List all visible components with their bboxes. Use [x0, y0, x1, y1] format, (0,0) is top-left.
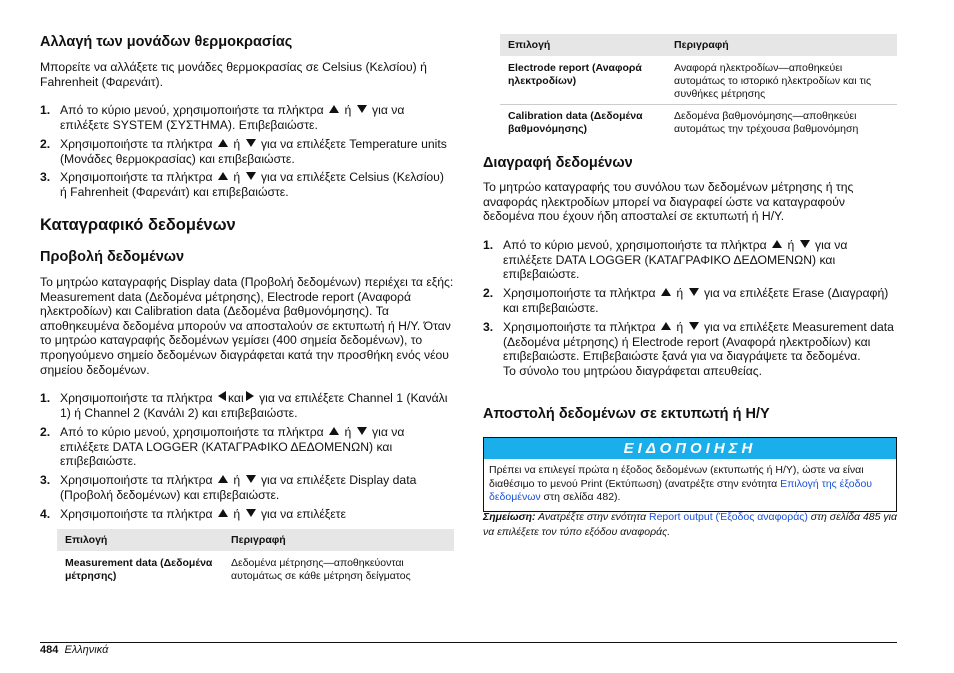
temp-step-2	[40, 137, 454, 166]
step-text: για να επιλέξετε Measurement data (Δεδομένα μέτρησης) ή Electrode report (Αναφορά ηλεκτροδίων) και επιβεβαιώστε. Επιβεβαιώστε ξανά για να διαγράψετε τα δεδομένα.	[503, 320, 894, 364]
send-data-heading: Αποστολή δεδομένων σε εκτυπωτή ή Η/Υ	[483, 406, 770, 422]
step-text: Χρησιμοποιήστε τα πλήκτρα	[60, 391, 213, 405]
up-arrow-icon	[661, 288, 671, 296]
note	[483, 510, 897, 539]
options-table-right	[500, 34, 897, 140]
step-sep: και	[227, 391, 244, 405]
step-sep: ή	[233, 473, 241, 487]
notice-box	[483, 437, 897, 512]
footer-language: Ελληνικά	[64, 644, 109, 656]
step-text: για να επιλέξετε Display data (Προβολή δεδομένων) και επιβεβαιώστε.	[60, 473, 417, 502]
column-header: Επιλογή	[57, 529, 223, 551]
view-step-4	[40, 507, 454, 522]
table-cell-description: Αναφορά ηλεκτροδίων—αποθηκεύει αυτομάτως το ιστορικό ηλεκτροδίων και τις συνθήκες μέτρησης	[674, 62, 872, 100]
table-row	[500, 105, 897, 140]
footer-rule	[40, 642, 897, 643]
step-text: Χρησιμοποιήστε τα πλήκτρα	[60, 507, 213, 521]
step-number: 1.	[40, 103, 51, 117]
step-number: 3.	[40, 170, 51, 184]
note-text: στη σελίδα 485 για να επιλέξετε τον τύπο εξόδου αναφοράς.	[483, 511, 897, 538]
step-sep: ή	[233, 507, 241, 521]
notice-link[interactable]: Επιλογή της έξοδου δεδομένων	[489, 477, 873, 503]
temp-step-1	[40, 103, 454, 132]
left-arrow-icon	[218, 391, 226, 401]
step-text: Από το κύριο μενού, χρησιμοποιήστε τα πλήκτρα	[60, 425, 324, 439]
step-text: για να επιλέξετε SYSTEM (ΣΥΣΤΗΜΑ). Επιβεβαιώστε.	[60, 103, 405, 132]
step-number: 1.	[483, 238, 494, 252]
down-arrow-icon	[357, 427, 367, 435]
step-text: για να επιλέξετε Channel 1 (Κανάλι 1) ή Channel 2 (Κανάλι 2) και επιβεβαιώστε.	[60, 391, 448, 420]
column-header: Περιγραφή	[223, 529, 454, 551]
notice-body	[484, 459, 896, 511]
view-data-heading: Προβολή δεδομένων	[40, 249, 185, 265]
delete-data-intro: Το μητρώο καταγραφής του συνόλου των δεδομένων μέτρησης ή της αναφοράς ηλεκτροδίων μπορεί να διαγραφεί ώστε να καταγραφούν δεδομένα που έχουν ήδη αποσταλεί σε εκτυπωτή ή Η/Υ.	[483, 180, 854, 224]
step-text: Χρησιμοποιήστε τα πλήκτρα	[60, 170, 213, 184]
options-table-left	[57, 529, 454, 587]
up-arrow-icon	[218, 172, 228, 180]
footer	[40, 643, 108, 657]
step-number: 2.	[483, 286, 494, 300]
right-arrow-icon	[246, 391, 254, 401]
step-sep: ή	[344, 103, 352, 117]
step-text: για να επιλέξετε Temperature units (Μονάδες θερμοκρασίας) και επιβεβαιώστε.	[60, 137, 447, 166]
down-arrow-icon	[689, 288, 699, 296]
step-number: 2.	[40, 137, 51, 151]
step-sep: ή	[344, 425, 352, 439]
step-text: για να επιλέξετε	[260, 507, 346, 521]
up-arrow-icon	[218, 139, 228, 147]
note-label: Σημείωση:	[483, 511, 536, 523]
step-text: Από το κύριο μενού, χρησιμοποιήστε τα πλήκτρα	[503, 238, 767, 252]
table-cell-description: Δεδομένα μέτρησης—αποθηκεύονται αυτομάτως σε κάθε μέτρηση δείγματος	[231, 557, 411, 582]
up-arrow-icon	[772, 240, 782, 248]
notice-text: Πρέπει να επιλεγεί πρώτα η έξοδος δεδομένων (εκτυπωτής ή Η/Υ), ώστε να είναι διαθέσιμο το μενού Print (Εκτύπωση) (ανατρέξτε στην ενότητα	[489, 464, 864, 490]
temp-step-3	[40, 170, 454, 199]
step-number: 4.	[40, 507, 51, 521]
delete-step-1	[483, 238, 897, 282]
step-number: 2.	[40, 425, 51, 439]
step-text: για να επιλέξετε DATA LOGGER (ΚΑΤΑΓΡΑΦΙΚΟ ΔΕΔΟΜΕΝΩΝ) και επιβεβαιώστε.	[503, 238, 848, 282]
temp-units-intro: Μπορείτε να αλλάξετε τις μονάδες θερμοκρασίας σε Celsius (Κελσίου) ή Fahrenheit (Φαρενάιτ).	[40, 60, 427, 89]
temp-units-heading: Αλλαγή των μονάδων θερμοκρασίας	[40, 34, 293, 50]
down-arrow-icon	[689, 322, 699, 330]
data-logger-heading: Καταγραφικό δεδομένων	[40, 216, 236, 234]
view-step-2	[40, 425, 454, 469]
down-arrow-icon	[246, 475, 256, 483]
down-arrow-icon	[357, 105, 367, 113]
table-cell-option: Measurement data (Δεδομένα μέτρησης)	[65, 557, 213, 582]
delete-step-2	[483, 286, 897, 315]
table-row	[500, 56, 897, 105]
step-sep: ή	[676, 286, 684, 300]
table-header-row	[500, 34, 897, 56]
step-number: 3.	[483, 320, 494, 334]
step-number: 1.	[40, 391, 51, 405]
table-cell-option: Calibration data (Δεδομένα βαθμονόμησης)	[500, 105, 666, 140]
step-text: Χρησιμοποιήστε τα πλήκτρα	[503, 320, 656, 334]
notice-title: ΕΙΔΟΠΟΙΗΣΗ	[484, 438, 896, 459]
step-result: Το σύνολο του μητρώου διαγράφεται απευθείας.	[503, 363, 763, 378]
step-text: Χρησιμοποιήστε τα πλήκτρα	[503, 286, 656, 300]
up-arrow-icon	[329, 427, 339, 435]
note-link[interactable]: Report output (Έξοδος αναφοράς)	[649, 511, 808, 523]
note-text: Ανατρέξτε στην ενότητα	[535, 511, 649, 523]
step-sep: ή	[233, 137, 241, 151]
table-header-row	[57, 529, 454, 551]
down-arrow-icon	[246, 139, 256, 147]
step-text: Χρησιμοποιήστε τα πλήκτρα	[60, 473, 213, 487]
table-cell-description: Δεδομένα βαθμονόμησης—αποθηκεύει αυτομάτως την τρέχουσα βαθμονόμηση	[666, 105, 897, 140]
view-data-intro: Το μητρώο καταγραφής Display data (Προβολή δεδομένων) περιέχει τα εξής: Measurement data (Δεδομένα μέτρησης), Electrode report (Αναφορά ηλεκτροδίων) και Calibration data (Δεδομένα βαθμονόμησης). Τα αποθηκευμένα δεδομένα μπορούν να αποσταλούν σε εκτυπωτή ή Η/Υ. Όταν το μητρώο καταγραφής δεδομένων γεμίσει (400 σημεία δεδομένων), το προηγούμενο σημείο δεδομένων διαγράφεται κατά την προσθήκη ενός νέου σημείου δεδομένων.	[40, 275, 454, 377]
delete-data-heading: Διαγραφή δεδομένων	[483, 155, 633, 171]
notice-text: στη σελίδα 482).	[540, 491, 621, 503]
step-text: για να επιλέξετε Erase (Διαγραφή) και επιβεβαιώστε.	[503, 286, 889, 315]
down-arrow-icon	[246, 172, 256, 180]
table-row	[57, 551, 454, 587]
step-number: 3.	[40, 473, 51, 487]
up-arrow-icon	[218, 475, 228, 483]
delete-step-3	[483, 320, 897, 378]
view-step-1	[40, 391, 454, 420]
table-cell-option: Electrode report (Αναφορά ηλεκτροδίων)	[508, 62, 642, 87]
step-text: για να επιλέξετε DATA LOGGER (ΚΑΤΑΓΡΑΦΙΚΟ ΔΕΔΟΜΕΝΩΝ) και επιβεβαιώστε.	[60, 425, 405, 469]
down-arrow-icon	[246, 509, 256, 517]
up-arrow-icon	[218, 509, 228, 517]
step-sep: ή	[787, 238, 795, 252]
up-arrow-icon	[329, 105, 339, 113]
page-number: 484	[40, 644, 59, 656]
step-text: Από το κύριο μενού, χρησιμοποιήστε τα πλήκτρα	[60, 103, 324, 117]
step-text: Χρησιμοποιήστε τα πλήκτρα	[60, 137, 213, 151]
column-header: Περιγραφή	[666, 34, 897, 56]
step-sep: ή	[233, 170, 241, 184]
view-step-3	[40, 473, 454, 502]
up-arrow-icon	[661, 322, 671, 330]
down-arrow-icon	[800, 240, 810, 248]
column-header: Επιλογή	[500, 34, 666, 56]
step-text: για να επιλέξετε Celsius (Κελσίου) ή Fahrenheit (Φαρενάιτ) και επιβεβαιώστε.	[60, 170, 444, 199]
step-sep: ή	[676, 320, 684, 334]
